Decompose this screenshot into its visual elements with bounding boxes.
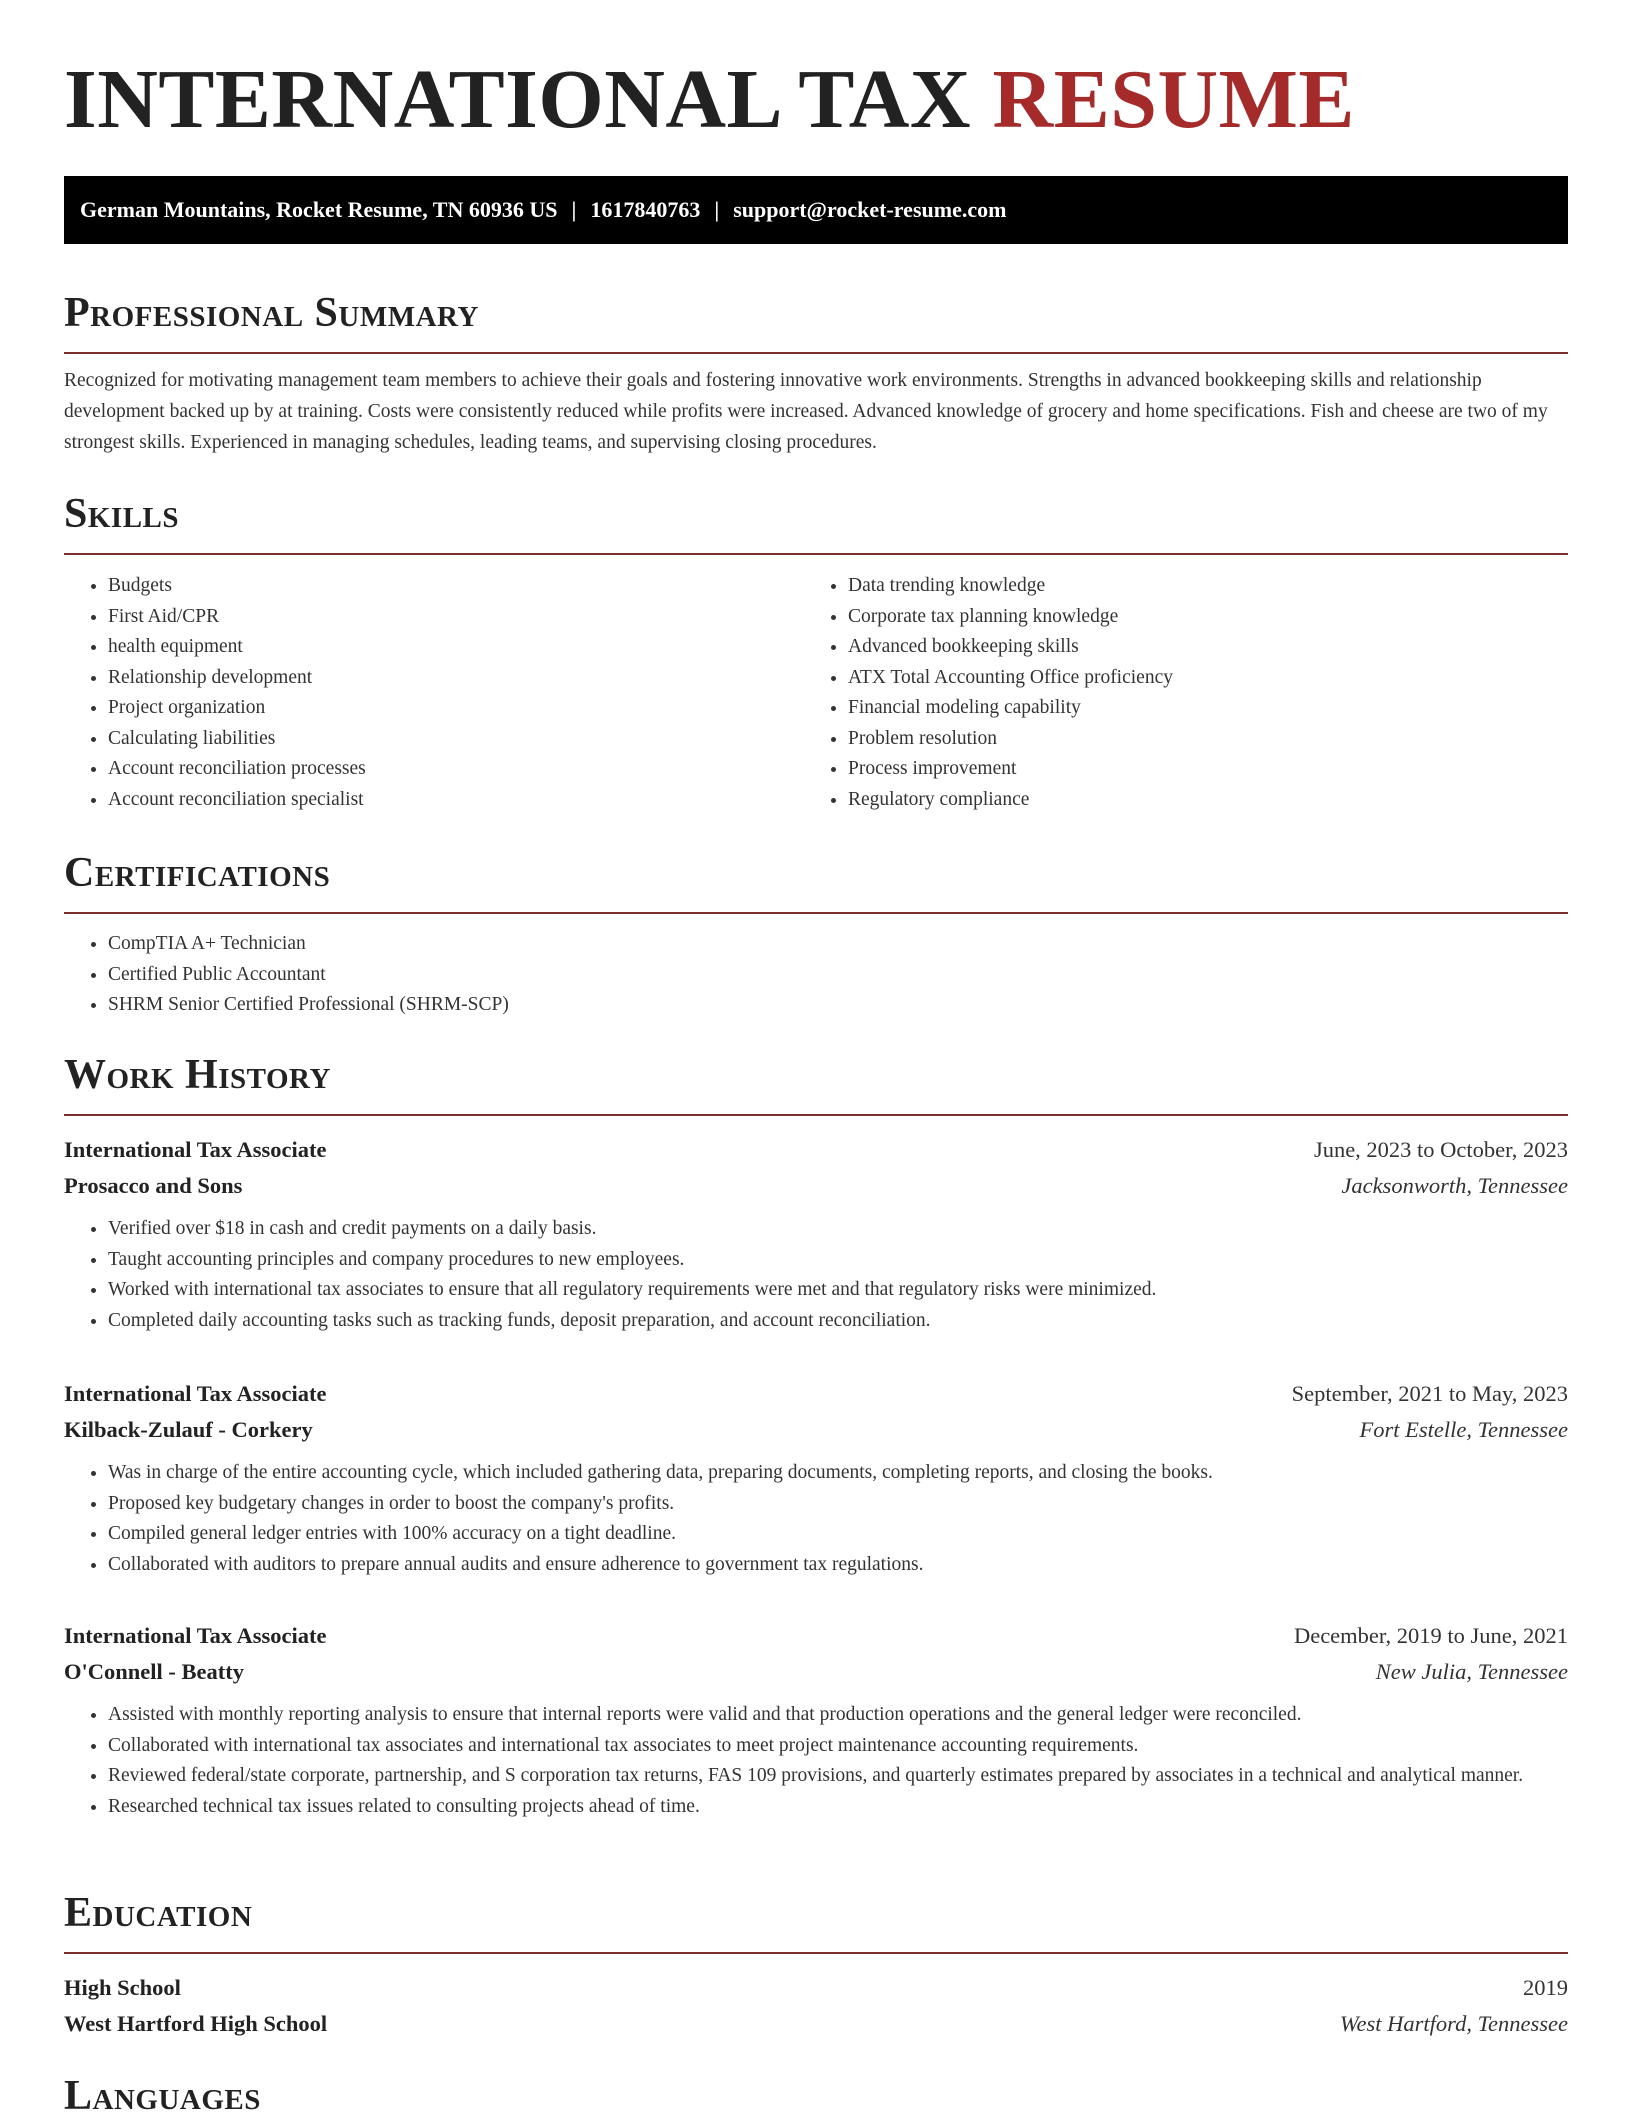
- job-title: International Tax Associate: [64, 1381, 327, 1406]
- job-bullets: [64, 1214, 1568, 1336]
- skill-item: • Data trending knowledge: [848, 571, 1544, 602]
- job-bullets: [64, 1700, 1568, 1822]
- job-entry: [64, 1132, 1568, 1336]
- job-title: International Tax Associate: [64, 1623, 327, 1648]
- summary-text: Recognized for motivating management team members to achieve their goals and fostering innovative work environments. Strengths in advanced bookkeeping skills and relationship development backed up by at training. Costs were consistently reduced while profits were increased. Advanced knowledge of grocery and home specifications. Fish and cheese are two of my strongest skills. Experienced in managing schedules, leading teams, and supervising closing procedures.: [64, 370, 1548, 453]
- job-location: Jacksonworth, Tennessee: [1341, 1173, 1568, 1198]
- skills-left-column: [64, 571, 804, 815]
- job-bullet: • Collaborated with international tax associates and international tax associates to meet project maintenance accounting requirements.: [108, 1731, 1568, 1762]
- skill-item: • Regulatory compliance: [848, 785, 1544, 816]
- job-bullet: • Completed daily accounting tasks such as tracking funds, deposit preparation, and account reconciliation.: [108, 1306, 1568, 1337]
- certification-item: • CompTIA A+ Technician: [108, 929, 1568, 960]
- job-entry: [64, 1618, 1568, 1822]
- skill-item: • Process improvement: [848, 754, 1544, 785]
- contact-bar: [64, 176, 1568, 244]
- title-accent: RESUME: [992, 53, 1355, 146]
- title-main: INTERNATIONAL TAX: [64, 53, 972, 146]
- education-year: 2019: [1523, 1975, 1568, 2000]
- skill-item: • Project organization: [108, 693, 804, 724]
- job-title: International Tax Associate: [64, 1137, 327, 1162]
- job-bullet: • Verified over $18 in cash and credit payments on a daily basis.: [108, 1214, 1568, 1245]
- certifications-heading: Certifications: [64, 852, 1568, 914]
- job-bullet: • Collaborated with auditors to prepare annual audits and ensure adherence to government tax regulations.: [108, 1550, 1568, 1581]
- languages-heading: Languages: [64, 2075, 1568, 2112]
- job-bullet: • Reviewed federal/state corporate, partnership, and S corporation tax returns, FAS 109 provisions, and quarterly estimates prepared by associates in a technical and analytical manner.: [108, 1761, 1568, 1792]
- job-company: Prosacco and Sons: [64, 1173, 243, 1198]
- certification-item: • Certified Public Accountant: [108, 960, 1568, 991]
- certification-item: • SHRM Senior Certified Professional (SHRM-SCP): [108, 990, 1568, 1021]
- skill-item: • Relationship development: [108, 663, 804, 694]
- job-bullet: • Researched technical tax issues related to consulting projects ahead of time.: [108, 1792, 1568, 1823]
- certifications-list: [64, 929, 1568, 1021]
- job-dates: September, 2021 to May, 2023: [1291, 1381, 1568, 1406]
- education-degree: High School: [64, 1975, 181, 2000]
- skill-item: • ATX Total Accounting Office proficiency: [848, 663, 1544, 694]
- resume-title: [64, 53, 1355, 146]
- skill-item: • Financial modeling capability: [848, 693, 1544, 724]
- skill-item: • Account reconciliation processes: [108, 754, 804, 785]
- contact-email: support@rocket-resume.com: [733, 197, 1007, 222]
- job-bullet: • Worked with international tax associates to ensure that all regulatory requirements were met and that regulatory risks were minimized.: [108, 1275, 1568, 1306]
- skills-heading: Skills: [64, 493, 1568, 555]
- skill-item: • health equipment: [108, 632, 804, 663]
- contact-separator: |: [571, 197, 577, 222]
- job-bullets: [64, 1458, 1568, 1580]
- job-location: New Julia, Tennessee: [1375, 1659, 1568, 1684]
- job-bullet: • Taught accounting principles and company procedures to new employees.: [108, 1245, 1568, 1276]
- job-dates: June, 2023 to October, 2023: [1313, 1137, 1568, 1162]
- job-entry: [64, 1376, 1568, 1580]
- contact-phone: 1617840763: [590, 197, 701, 222]
- skills-list: [64, 571, 1568, 815]
- contact-address: German Mountains, Rocket Resume, TN 60936 US: [80, 197, 558, 222]
- skill-item: • Calculating liabilities: [108, 724, 804, 755]
- skill-item: • Account reconciliation specialist: [108, 785, 804, 816]
- job-company: O'Connell - Beatty: [64, 1659, 244, 1684]
- work-heading: Work History: [64, 1054, 1568, 1116]
- skill-item: • Corporate tax planning knowledge: [848, 602, 1544, 633]
- skill-item: • Budgets: [108, 571, 804, 602]
- contact-separator: |: [714, 197, 720, 222]
- job-company: Kilback-Zulauf - Corkery: [64, 1417, 313, 1442]
- job-bullet: • Proposed key budgetary changes in order to boost the company's profits.: [108, 1489, 1568, 1520]
- job-dates: December, 2019 to June, 2021: [1293, 1623, 1568, 1648]
- education-school: West Hartford High School: [64, 2011, 328, 2036]
- education-location: West Hartford, Tennessee: [1339, 2011, 1568, 2036]
- job-location: Fort Estelle, Tennessee: [1359, 1417, 1568, 1442]
- skill-item: • Problem resolution: [848, 724, 1544, 755]
- summary-heading: Professional Summary: [64, 292, 1568, 354]
- job-bullet: • Assisted with monthly reporting analysis to ensure that internal reports were valid and that production operations and the general ledger were reconciled.: [108, 1700, 1568, 1731]
- education-heading: Education: [64, 1892, 1568, 1954]
- skills-right-column: [804, 571, 1544, 815]
- job-bullet: • Was in charge of the entire accounting cycle, which included gathering data, preparing documents, completing reports, and closing the books.: [108, 1458, 1568, 1489]
- skill-item: • First Aid/CPR: [108, 602, 804, 633]
- job-bullet: • Compiled general ledger entries with 100% accuracy on a tight deadline.: [108, 1519, 1568, 1550]
- skill-item: • Advanced bookkeeping skills: [848, 632, 1544, 663]
- education-entry: [64, 1970, 1568, 2042]
